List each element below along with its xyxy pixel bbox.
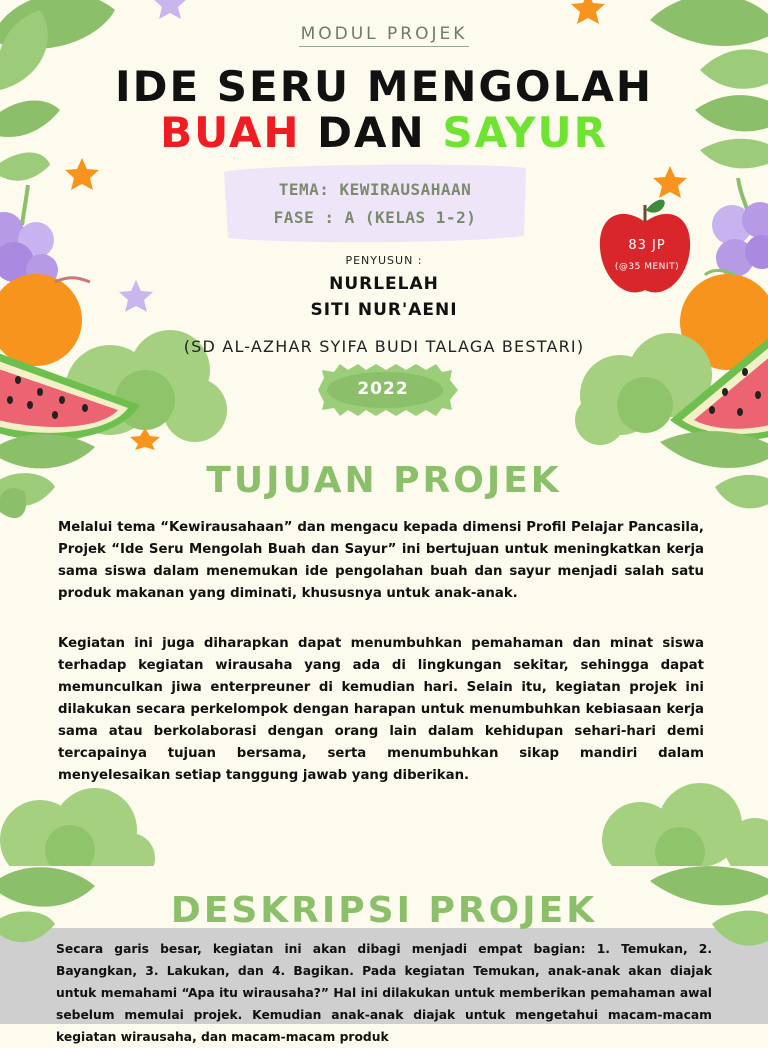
jp-label: 83 JP xyxy=(628,238,666,253)
deskripsi-title: DESKRIPSI PROJEK xyxy=(170,890,598,931)
penyusun-label: PENYUSUN : xyxy=(345,254,423,267)
deskripsi-paragraph: Secara garis besar, kegiatan ini akan dibagi menjadi empat bagian: 1. Temukan, 2. Bayangkan, 3. Lakukan, dan 4. Bagikan. Pada kegiatan Temukan, anak-anak akan diajak untuk memahami “Apa itu wirausaha?” Hal ini dilakukan untuk memberikan pemahaman awal sebelum memulai projek. Kemudian anak-anak diajak untuk mengetahui macam-macam kegiatan wirausaha, dan macam-macam produk xyxy=(56,942,712,1044)
tujuan-title: TUJUAN PROJEK xyxy=(206,460,562,501)
title-sayur: SAYUR xyxy=(442,108,608,157)
grape-icon xyxy=(0,185,58,286)
tema-background xyxy=(224,165,526,243)
star-icon xyxy=(571,0,605,24)
cover-section xyxy=(0,0,768,432)
title-line1: IDE SERU MENGOLAH xyxy=(114,62,654,111)
tujuan-paragraph: Melalui tema “Kewirausahaan” dan mengacu kepada dimensi Profil Pelajar Pancasila, Projek “Ide Seru Mengolah Buah dan Sayur” ini bertujuan untuk meningkatkan kerja sama siswa dalam menemukan ide pengolahan buah dan sayur menjadi salah satu produk makanan yang diminati, khususnya untuk anak-anak. xyxy=(58,520,704,601)
year-label: 2022 xyxy=(357,379,409,399)
tema-text: TEMA: KEWIRAUSAHAAN xyxy=(278,180,472,199)
fase-text: FASE : A (KELAS 1-2) xyxy=(273,208,477,227)
menit-label: (@35 MENIT) xyxy=(614,262,680,272)
module-label-text: MODUL PROJEK xyxy=(299,24,470,47)
star-icon xyxy=(65,158,99,190)
school-name: (SD AL-AZHAR SYIFA BUDI TALAGA BESTARI) xyxy=(183,337,585,356)
title-buah: BUAH xyxy=(160,108,301,157)
module-label xyxy=(0,24,768,44)
author-name: SITI NUR'AENI xyxy=(310,300,458,320)
tujuan-paragraph: Kegiatan ini juga diharapkan dapat menumbuhkan pemahaman dan minat siswa terhadap kegiatan wirausaha yang ada di lingkungan sekitar, sehingga dapat memunculkan jiwa enterpreuner di kemudian hari. Selain itu, kegiatan projek ini dilakukan secara perkelompok dengan harapan untuk menumbuhkan kebiasaan kerja sama atau berkolaborasi dengan orang lain dalam kehidupan sehari-hari demi tercapainya tujuan bersama, serta menumbuhkan sikap mandiri dalam menyelesaikan setiap tanggung jawab yang diberikan. xyxy=(58,636,704,783)
author-name: NURLELAH xyxy=(329,274,439,294)
title-dan: DAN xyxy=(317,108,426,157)
title-line2 xyxy=(0,108,768,157)
bush-decorations xyxy=(0,780,768,880)
star-icon xyxy=(653,166,687,198)
star-icon xyxy=(153,0,187,19)
